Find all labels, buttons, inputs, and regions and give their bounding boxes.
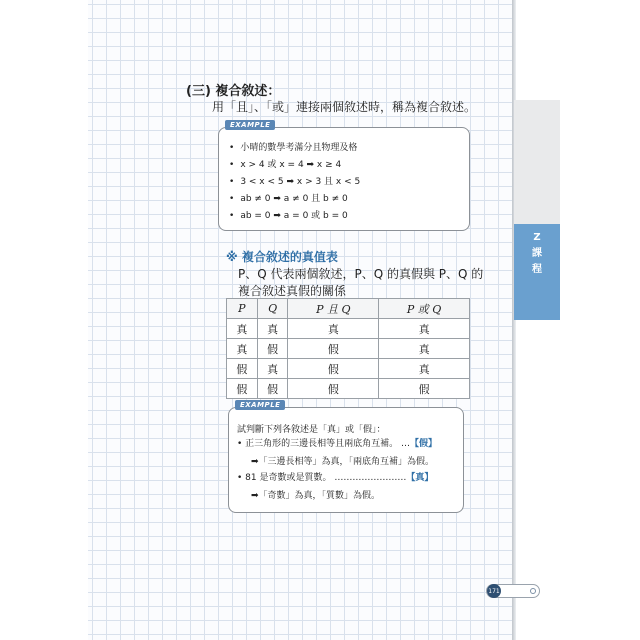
question-1-answer: 【假】 [410, 439, 438, 449]
table-row [227, 319, 470, 339]
header-cell: Q [257, 299, 288, 319]
page-number-pill [486, 584, 540, 598]
question-2 [237, 470, 433, 483]
example-box-1 [218, 121, 470, 231]
question-1-note: ➡「三邊長相等」為真，「兩底角互補」為假。 [251, 457, 435, 467]
example-item: • ab = 0 ➡ a = 0 或 b = 0 [229, 208, 360, 225]
side-gray-block [514, 100, 560, 224]
page-number: 171 [487, 584, 501, 598]
example-item: • x > 4 或 x = 4 ➡ x ≥ 4 [229, 157, 360, 174]
section-intro: 用「且」、「或」連接兩個敘述時，稱為複合敘述。 [212, 100, 477, 114]
page-edge [512, 0, 516, 640]
table-cell: 假 [379, 379, 470, 399]
page-dot-icon [530, 588, 536, 594]
section-heading: (三) 複合敘述： [186, 84, 281, 99]
question-1-text: • 正三角形的三邊長相等且兩底角互補。 … [237, 439, 411, 449]
table-row [227, 379, 470, 399]
table-cell: 真 [257, 359, 288, 379]
table-cell: 真 [379, 359, 470, 379]
chapter-tab-line2: 課 [532, 248, 542, 259]
table-header-row [227, 299, 470, 319]
question-2-note: ➡「奇數」為真，「質數」為假。 [251, 491, 381, 501]
table-cell: 假 [257, 339, 288, 359]
table-cell: 真 [288, 319, 379, 339]
table-cell: 假 [288, 359, 379, 379]
chapter-tab [514, 224, 560, 320]
table-row [227, 339, 470, 359]
table-cell: 真 [379, 319, 470, 339]
table-cell: 假 [227, 379, 258, 399]
table-cell: 假 [227, 359, 258, 379]
truth-table [226, 298, 470, 399]
exercise-intro: 試判斷下列各敘述是「真」或「假」： [237, 425, 386, 435]
example-badge: EXAMPLE [235, 400, 285, 410]
chapter-tab-line3: 程 [532, 264, 542, 275]
chapter-tab-line1: Z [533, 232, 541, 243]
example-item: • 3 < x < 5 ➡ x > 3 且 x < 5 [229, 174, 360, 191]
question-1 [237, 436, 437, 449]
example-box-2 [228, 401, 464, 513]
table-cell: 真 [227, 319, 258, 339]
truth-table-title: ※ 複合敘述的真值表 [226, 250, 338, 264]
table-cell: 真 [227, 339, 258, 359]
table-cell: 真 [257, 319, 288, 339]
example-badge: EXAMPLE [225, 120, 275, 130]
header-cell: P 且 Q [288, 299, 379, 319]
table-row [227, 359, 470, 379]
header-cell: P [227, 299, 258, 319]
example-item: • ab ≠ 0 ➡ a ≠ 0 且 b ≠ 0 [229, 191, 360, 208]
table-cell: 真 [379, 339, 470, 359]
example-item: • 小晴的數學考滿分且物理及格 [229, 140, 360, 157]
header-cell: P 或 Q [379, 299, 470, 319]
question-2-text: • 81 是奇數或是質數。 …………………… [237, 473, 407, 483]
table-cell: 假 [288, 379, 379, 399]
example-list [229, 140, 360, 225]
truth-table-description: P、Q 代表兩個敘述，P、Q 的真假與 P、Q 的複合敘述真假的關係 [238, 267, 484, 298]
table-cell: 假 [257, 379, 288, 399]
question-2-answer: 【真】 [406, 473, 434, 483]
table-cell: 假 [288, 339, 379, 359]
